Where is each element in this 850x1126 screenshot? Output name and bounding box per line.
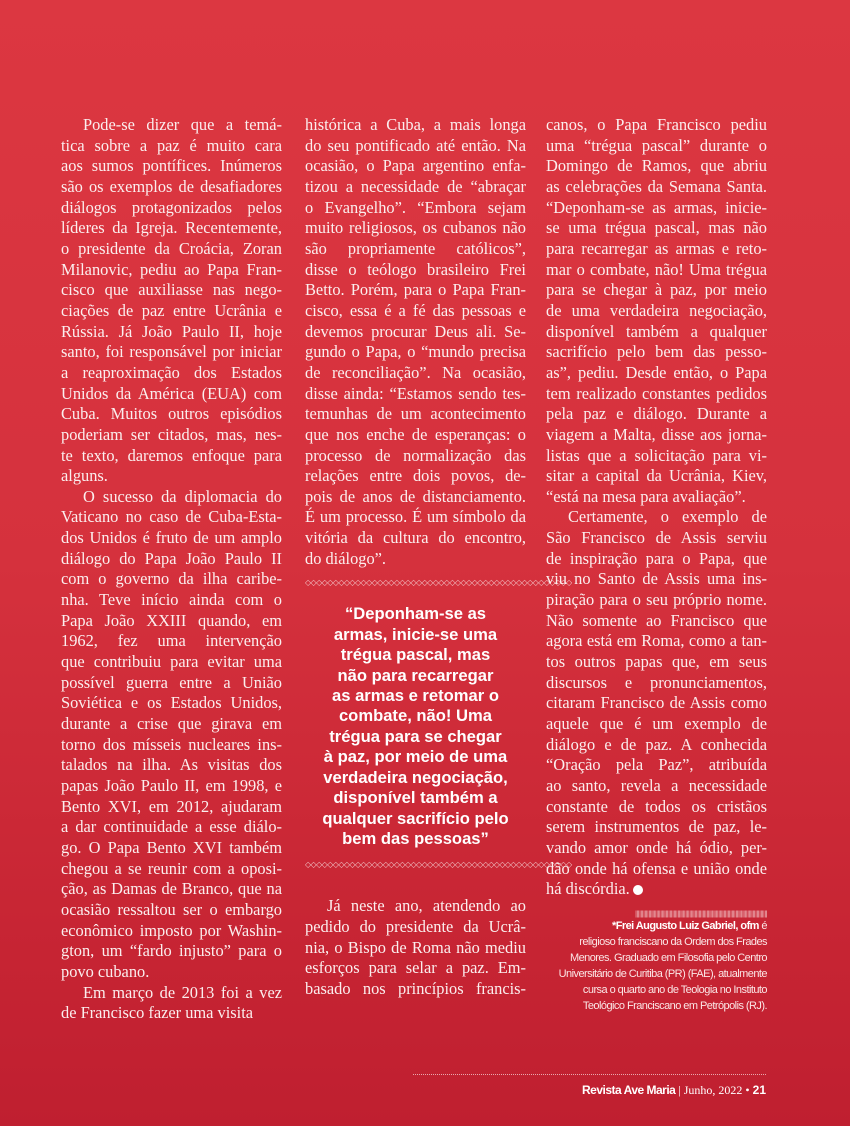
text-line: Milanovic, pediu ao Papa Fran- <box>61 259 282 279</box>
text-line: Papa João XXIII quando, em <box>61 610 282 630</box>
text-line: durante a crise que girava em <box>61 714 282 734</box>
text-line: serem instrumentos de paz, le- <box>546 817 767 837</box>
text-line: 1962, fez uma intervenção <box>61 631 282 651</box>
text-line: ao santo, revela a necessidade <box>546 776 767 795</box>
text-line: nha. Teve início ainda com o <box>61 590 282 610</box>
text-line: ção, as Damas de Branco, que na <box>61 879 282 899</box>
text-line: go. O Papa Bento XVI também <box>61 837 282 857</box>
end-mark-icon <box>633 885 643 895</box>
pull-quote-line: trégua pascal, mas <box>340 645 491 665</box>
ornament-divider: ◇◇◇◇◇◇◇◇◇◇◇◇◇◇◇◇◇◇◇◇◇◇◇◇◇◇◇◇◇◇◇◇◇◇◇◇◇◇◇◇◇◇◇◇◇◇◇◇ <box>305 860 572 870</box>
ornament-divider: |||||||||||||||||||||||||||||||||||||||||||||||||||||||||||||||||||||||||||||||||||||||||||||||||||| <box>635 911 767 918</box>
text-line: se uma trégua pascal, mas não <box>546 218 767 238</box>
pull-quote-line: disponível também a <box>333 788 498 808</box>
text-line: possível guerra entre a União <box>61 672 282 692</box>
text-line: tizou a necessidade de “abraçar <box>305 176 526 196</box>
text-line: papas João Paulo II, em 1998, e <box>61 776 282 795</box>
author-note-line: religioso franciscano da Ordem dos Frades <box>579 936 767 948</box>
pull-quote-line: à paz, por meio de uma <box>323 747 508 767</box>
pull-quote-line: armas, inicie-se uma <box>333 624 498 644</box>
text-line: “Oração pela Paz”, atribuída <box>546 755 767 775</box>
pull-quote-line: combate, não! Uma <box>338 706 493 726</box>
text-line: “está na mesa para avaliação”. <box>546 486 746 506</box>
text-line: tica sobre a paz é muito cara <box>61 135 282 155</box>
footer-divider <box>413 1074 766 1075</box>
text-line: líderes da Igreja. Recentemente, <box>61 218 282 238</box>
text-line: Cuba. Muitos outros episódios <box>61 404 282 424</box>
text-line: te texto, daremos enfoque para <box>61 445 282 465</box>
text-line: são propriamente católicos”, <box>305 238 526 258</box>
text-line: as celebrações da Semana Santa. <box>546 176 767 196</box>
article-column-2 <box>305 115 572 1000</box>
text-line: o Evangelho”. “Embora sejam <box>305 197 526 217</box>
issue-date: | Junho, 2022 • <box>678 1083 750 1097</box>
page-number: 21 <box>752 1083 766 1097</box>
pull-quote-line: “Deponham-se as <box>344 604 487 624</box>
text-line: de uma verdadeira negociação, <box>546 300 767 320</box>
author-note-line: cursa o quarto ano de Teologia no Instituto <box>582 984 767 996</box>
text-line: discursos e pronunciamentos, <box>546 672 767 692</box>
text-line: aos sumos pontífices. Inúmeros <box>61 156 282 176</box>
text-line: uma “trégua pascal” durante o <box>546 135 767 155</box>
text-line: do diálogo”. <box>305 548 387 568</box>
text-line: são os exemplos de desafiadores <box>61 176 282 196</box>
text-line: Betto. Porém, para o Papa Fran- <box>305 280 526 300</box>
author-note-line: Teológico Franciscano em Petrópolis (RJ). <box>582 1000 767 1012</box>
text-line: devemos procurar Deus ali. Se- <box>305 321 526 341</box>
text-line: listas que a solicitação para vi- <box>546 445 767 465</box>
text-line: de inspiração para o Papa, que <box>546 548 767 568</box>
text-line: Rússia. Já João Paulo II, hoje <box>61 321 282 341</box>
article-column-1 <box>61 115 282 1024</box>
text-line: diálogo e de paz. A conhecida <box>546 734 767 754</box>
text-line: sitar a capital da Ucrânia, Kiev, <box>546 466 767 486</box>
author-note-line: Menores. Graduado em Filosofia pelo Centro <box>569 952 767 964</box>
text-line: de Francisco fazer uma visita <box>61 1003 254 1023</box>
text-line: as”, pediu. Desde então, o Papa <box>546 362 767 382</box>
text-line: gundo o Papa, o “mundo precisa <box>305 342 526 362</box>
text-line: relações entre dois povos, de- <box>305 466 526 486</box>
text-line: torno dos mísseis nucleares ins- <box>61 734 282 754</box>
text-line: canos, o Papa Francisco pediu <box>546 115 767 134</box>
text-line: santo, foi responsável por iniciar <box>61 342 282 362</box>
pull-quote-line: qualquer sacrifício pelo <box>322 808 509 828</box>
author-note-line: é <box>758 920 767 932</box>
text-line: basado nos princípios francis- <box>305 978 526 998</box>
text-line: diálogo do Papa João Paulo II <box>61 548 282 568</box>
text-line: vando amor onde há ódio, per- <box>546 837 767 857</box>
text-line: cisco, essa é a fé das pessoas e <box>305 300 526 320</box>
text-line: esforços para selar a paz. Em- <box>305 958 526 978</box>
page-footer <box>582 1083 766 1098</box>
text-line: cisco que auxiliasse nas nego- <box>61 280 282 300</box>
text-line: do seu pontificado até então. Na <box>305 135 526 155</box>
text-line: chegou a se reunir com a oposi- <box>61 858 282 878</box>
text-line: pois de anos de distanciamento. <box>305 486 526 506</box>
text-line: processo de normalização das <box>305 445 526 465</box>
text-line: aquele que é um exemplo de <box>546 714 767 734</box>
author-note-line: Universitário de Curitiba (PR) (FAE), atualmente <box>558 968 767 980</box>
text-line: ocasião, o Papa argentino enfa- <box>305 156 526 176</box>
pull-quote-line: as armas e retomar o <box>332 686 499 706</box>
author-name: *Frei Augusto Luiz Gabriel, ofm <box>611 920 759 932</box>
text-line: Unidos da América (EUA) com <box>61 383 282 403</box>
text-line: viu no Santo de Assis uma ins- <box>546 569 767 589</box>
text-line: com o governo da ilha caribe- <box>61 569 282 589</box>
text-line: Soviética e os Estados Unidos, <box>61 693 282 713</box>
text-line: gton, um “fardo injusto” para o <box>61 941 282 961</box>
text-line: diálogos protagonizados pelos <box>61 197 282 217</box>
pull-quote-line: bem das pessoas” <box>342 828 489 848</box>
text-line: Domingo de Ramos, que abriu <box>546 156 767 176</box>
text-line: agora está em Roma, como a tan- <box>546 631 767 651</box>
text-line: para se chegar à paz, por meio <box>546 280 767 300</box>
text-line: alguns. <box>61 466 108 486</box>
pull-quote-line: verdadeira negociação, <box>323 767 508 787</box>
text-line: temunhas de um acontecimento <box>305 404 526 424</box>
text-line: Pode-se dizer que a temá- <box>83 115 282 134</box>
text-line: constante de todos os cristãos <box>546 796 767 816</box>
text-line: São Francisco de Assis serviu <box>546 528 767 548</box>
text-line: pedido do presidente da Ucrâ- <box>305 916 526 936</box>
text-line: tos outros papas que, em seus <box>546 652 767 672</box>
text-line: que nos enche de esperanças: o <box>305 424 526 444</box>
text-line: ciações de paz entre Ucrânia e <box>61 300 282 320</box>
text-line: de reconciliação”. Na ocasião, <box>305 362 526 382</box>
text-line: dão onde há ofensa e união onde <box>546 858 767 878</box>
text-line: mar o combate, não! Uma trégua <box>546 259 767 279</box>
magazine-name: Revista Ave Maria <box>582 1083 676 1097</box>
text-line: nia, o Bispo de Roma não mediu <box>305 937 526 957</box>
text-line: Certamente, o exemplo de <box>568 507 767 527</box>
text-line: pela paz e diálogo. Durante a <box>546 404 767 424</box>
pull-quote-line: não para recarregar <box>337 665 494 685</box>
text-line: dos Unidos é fruto de um amplo <box>61 528 282 548</box>
text-line: há discórdia. <box>546 879 767 900</box>
text-line: a dar continuidade a esse diálo- <box>61 817 282 837</box>
text-line: citaram Francisco de Assis como <box>546 693 767 713</box>
text-line: piração para o seu próprio nome. <box>546 590 767 610</box>
text-line: muito religiosos, os cubanos não <box>305 218 526 238</box>
text-line: disse o teólogo brasileiro Frei <box>305 259 526 279</box>
text-line: “Deponham-se as armas, inicie- <box>546 197 767 217</box>
text-line: O sucesso da diplomacia do <box>83 486 282 506</box>
text-line: talados na ilha. As visitas dos <box>61 755 282 775</box>
text-line: econômico imposto por Washin- <box>61 920 282 940</box>
text-line: tem realizado constantes pedidos <box>546 383 767 403</box>
text-line: É um processo. É um símbolo da <box>305 507 526 527</box>
text-line: viagem a Malta, disse aos jorna- <box>546 424 767 444</box>
text-line: Já neste ano, atendendo ao <box>327 896 526 916</box>
text-line: vitória da cultura do encontro, <box>305 528 526 548</box>
text-line: para recarregar as armas e reto- <box>546 238 767 258</box>
text-line: Vaticano no caso de Cuba-Esta- <box>61 507 282 527</box>
pull-quote-line: trégua para se chegar <box>329 726 502 746</box>
article-column-3 <box>546 115 767 900</box>
text-line: ocasião ressaltou ser o embargo <box>61 899 282 919</box>
text-line: a reaproximação dos Estados <box>61 362 282 382</box>
text-line: sacrifício pelo bem das pesso- <box>546 342 767 362</box>
text-line: povo cubano. <box>61 961 150 981</box>
text-line: disse ainda: “Estamos sendo tes- <box>305 383 526 403</box>
text-line: Bento XVI, em 2012, ajudaram <box>61 796 282 816</box>
text-line: Em março de 2013 foi a vez <box>83 982 282 1002</box>
text-line: disponível também a qualquer <box>546 321 767 341</box>
text-line: que contribuiu para evitar uma <box>61 652 282 672</box>
ornament-divider: ◇◇◇◇◇◇◇◇◇◇◇◇◇◇◇◇◇◇◇◇◇◇◇◇◇◇◇◇◇◇◇◇◇◇◇◇◇◇◇◇◇◇◇◇◇◇◇◇ <box>305 578 572 588</box>
text-line: poderiam ser citados, mas, nes- <box>61 424 282 444</box>
text-line: histórica a Cuba, a mais longa <box>305 115 526 134</box>
author-note <box>546 912 767 1014</box>
text-line: o presidente da Croácia, Zoran <box>61 238 282 258</box>
text-line: Não somente ao Francisco que <box>546 610 767 630</box>
pull-quote <box>305 604 526 849</box>
